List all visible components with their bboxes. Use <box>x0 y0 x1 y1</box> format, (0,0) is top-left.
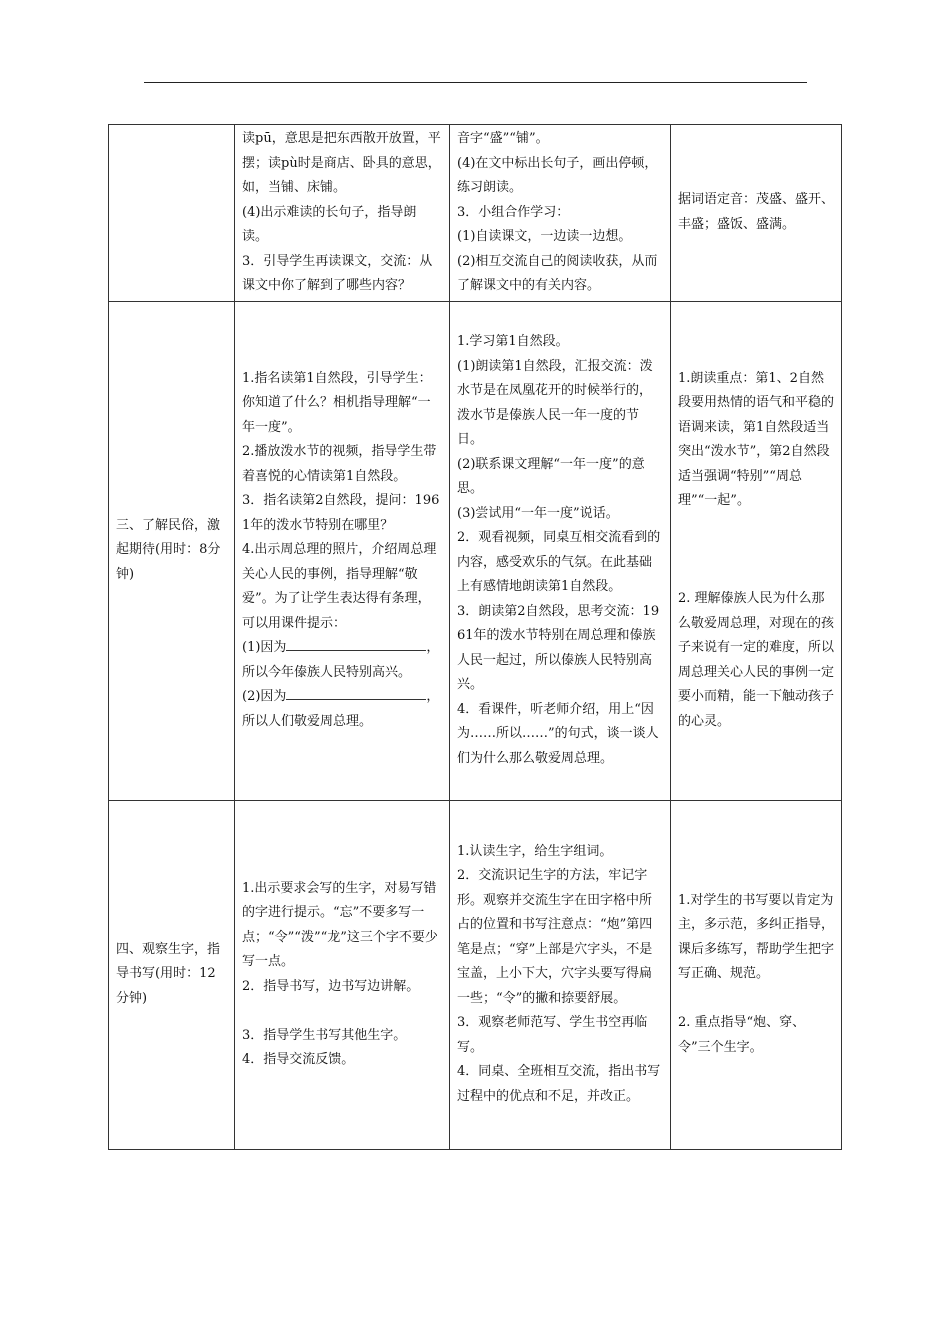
spacer <box>678 538 834 563</box>
teacher-text: 3．引导学生再读课文，交流：从课文中你了解到了哪些内容？ <box>242 253 433 293</box>
student-text: 音字“盛”“铺”。 <box>457 131 549 146</box>
student-text: 3．观察老师范写、学生书空再临写。 <box>457 1015 648 1055</box>
teacher-text: 1.出示要求会写的生字，对易写错的字进行提示。“忘”不要多写一点；“令”“泼”“龙”这三个字不要少写一点。 <box>242 880 438 969</box>
prompt-line: (1)因为 ， <box>242 636 442 661</box>
fill-blank <box>286 636 426 651</box>
fill-blank <box>286 685 426 700</box>
student-activity-cell <box>450 301 671 800</box>
prompt-line: (2)因为 ， <box>242 685 442 710</box>
student-text: 1.认读生字，给生字组词。 <box>457 843 613 859</box>
teacher-text: 读pū，意思是把东西散开放置，平摆；读pù时是商店、卧具的意思，如，当铺、床铺。 <box>242 131 441 195</box>
design-note: 2. 理解傣族人民为什么那么敬爱周总理，对现在的孩子来说有一定的难度，所以周总理关心人民的事例一定要小而精，能一下触动孩子的心灵。 <box>678 591 835 729</box>
prompt-text: (1)因为 <box>242 640 287 656</box>
teacher-text: 3．指名读第2自然段，提问：1961年的泼水节特别在哪里？ <box>242 493 440 533</box>
teacher-text: 4．指导交流反馈。 <box>242 1052 355 1067</box>
stage-label: 三、了解民俗，激起期待(用时：8分钟) <box>116 517 221 582</box>
teacher-text: 1.指名读第1自然段，引导学生：你知道了什么？相机指导理解“一年一度”。 <box>242 370 432 435</box>
teacher-text: (4)出示难读的长句子，指导朗读。 <box>242 204 417 244</box>
student-text: 2．观看视频，同桌互相交流看到的内容，感受欢乐的气氛。在此基础上有感情地朗读第1自然段。 <box>457 530 661 594</box>
teacher-text: 所以人们敬爱周总理。 <box>242 713 373 729</box>
student-text: (2)相互交流自己的阅读收获，从而了解课文中的有关内容。 <box>457 253 658 293</box>
teacher-activity-cell <box>235 800 450 1149</box>
teacher-text: 4.出示周总理的照片，介绍周总理关心人民的事例，指导理解“敬爱”。为了让学生表达得有条理，可以用课件提示： <box>242 542 437 631</box>
student-activity-cell <box>450 125 671 302</box>
student-text: 3．小组合作学习： <box>457 204 570 220</box>
spacer <box>678 514 834 539</box>
teacher-activity-cell <box>235 301 450 800</box>
teacher-text: 2．指导书写，边书写边讲解。 <box>242 978 420 994</box>
teacher-activity-cell <box>235 125 450 302</box>
stage-label: 四、观察生字，指导书写(用时：12分钟) <box>116 941 221 1006</box>
header-rule <box>144 82 807 83</box>
design-note-cell <box>671 301 842 800</box>
spacer <box>678 563 834 588</box>
student-text: 3．朗读第2自然段，思考交流：1961年的泼水节特别在周总理和傣族人民一起过，所以傣族人民特别高兴。 <box>457 603 660 692</box>
student-text: (4)在文中标出长句子，画出停顿，练习朗读。 <box>457 155 658 195</box>
teacher-text: 2.播放泼水节的视频，指导学生带着喜悦的心情读第1自然段。 <box>242 444 437 484</box>
student-text: 2．交流识记生字的方法，牢记字形。观察并交流生字在田字格中所占的位置和书写注意点：“炮”第四笔是点；“穿”上部是穴字头，不是宝盖，上小下大，穴字头要写得扁一些；“令”的撇和捺要舒展。 <box>457 868 653 1006</box>
design-note-cell <box>671 800 842 1149</box>
stage-cell <box>109 301 235 800</box>
stage-cell <box>109 800 235 1149</box>
design-note-cell <box>671 125 842 302</box>
student-text: 4．看课件，听老师介绍，用上“因为……所以……”的句式，谈一谈人们为什么那么敬爱周总理。 <box>457 701 659 766</box>
student-text: (3)尝试用“一年一度”说话。 <box>457 505 619 521</box>
teacher-text: 3．指导学生书写其他生字。 <box>242 1027 407 1043</box>
lesson-plan-table <box>108 124 842 1150</box>
design-note: 2. 重点指导“炮、穿、令”三个生字。 <box>678 1015 806 1055</box>
student-activity-cell <box>450 800 671 1149</box>
prompt-text: (2)因为 <box>242 689 287 705</box>
design-note: 1.朗读重点：第1、2自然段要用热情的语气和平稳的语调来读，第1自然段适当突出“泼水节”，第2自然段适当强调“特别”“周总理”“一起”。 <box>678 370 835 509</box>
table-row <box>109 800 842 1149</box>
design-note: 据词语定音：茂盛、盛开、丰盛；盛饭、盛满。 <box>678 192 835 232</box>
student-text: (2)联系课文理解“一年一度”的意思。 <box>457 456 645 496</box>
table-row <box>109 125 842 302</box>
student-text: (1)自读课文，一边读一边想。 <box>457 229 632 244</box>
teacher-text: 所以今年傣族人民特别高兴。 <box>242 664 412 680</box>
stage-cell <box>109 125 235 302</box>
table-row <box>109 301 842 800</box>
spacer <box>242 999 442 1024</box>
student-text: 1.学习第1自然段。 <box>457 334 569 349</box>
spacer <box>678 987 834 1012</box>
student-text: (1)朗读第1自然段，汇报交流：泼水节是在凤凰花开的时候举行的，泼水节是傣族人民一年一度的节日。 <box>457 358 653 447</box>
student-text: 4．同桌、全班相互交流，指出书写过程中的优点和不足，并改正。 <box>457 1064 661 1104</box>
design-note: 1.对学生的书写要以肯定为主，多示范，多纠正指导，课后多练写，帮助学生把字写正确、规范。 <box>678 892 835 982</box>
